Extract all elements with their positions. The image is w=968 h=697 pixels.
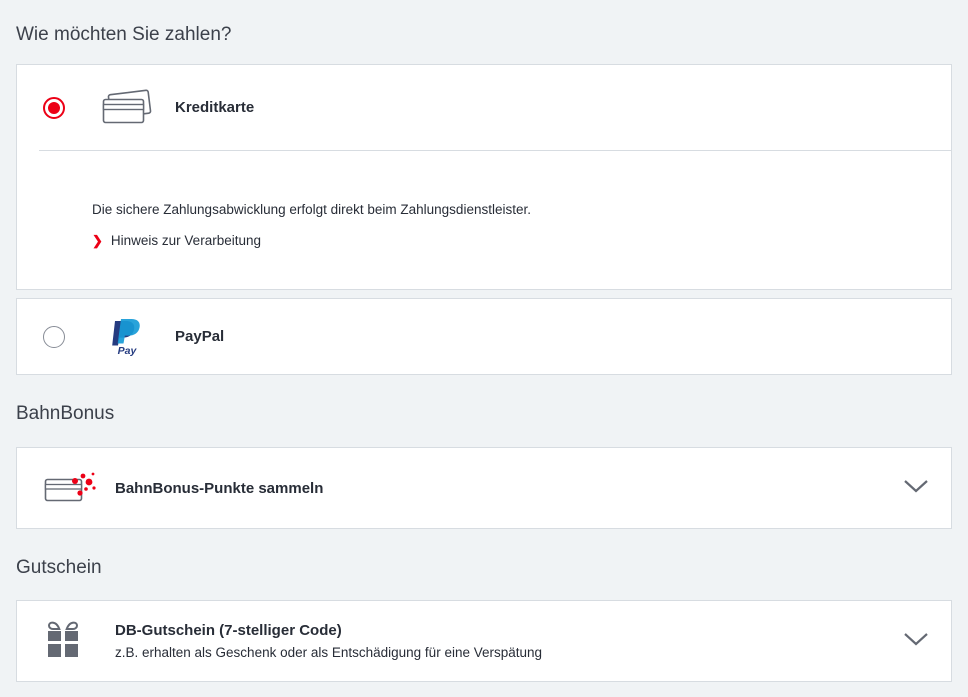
- creditcard-option-row[interactable]: [17, 65, 951, 150]
- credit-card-icon: [91, 89, 163, 127]
- radio-creditcard[interactable]: [43, 97, 65, 119]
- payment-option-creditcard[interactable]: [16, 64, 952, 290]
- paypal-option-row[interactable]: [17, 299, 951, 374]
- gutschein-accordion[interactable]: [16, 600, 952, 682]
- gutschein-heading: Gutschein: [16, 557, 102, 578]
- divider: [39, 150, 951, 151]
- creditcard-details: [92, 200, 931, 248]
- chevron-right-icon: ❯: [92, 233, 103, 248]
- gutschein-title: DB-Gutschein (7-stelliger Code): [115, 621, 342, 639]
- bahnbonus-accordion[interactable]: [16, 447, 952, 529]
- payment-option-paypal[interactable]: [16, 298, 952, 375]
- page-title: Wie möchten Sie zahlen?: [16, 24, 232, 45]
- creditcard-label: Kreditkarte: [175, 99, 255, 116]
- gutschein-accordion-row[interactable]: [17, 601, 951, 681]
- paypal-label: PayPal: [175, 328, 225, 345]
- gift-icon: [43, 620, 103, 662]
- paypal-icon: [91, 317, 163, 357]
- chevron-down-icon[interactable]: [903, 478, 929, 499]
- gutschein-subtitle: z.B. erhalten als Geschenk oder als Entschädigung für eine Verspätung: [115, 644, 543, 660]
- bahnbonus-heading: BahnBonus: [16, 403, 115, 424]
- processing-info-link[interactable]: [92, 233, 931, 248]
- creditcard-note: Die sichere Zahlungsabwicklung erfolgt direkt beim Zahlungsdienstleister.: [92, 202, 531, 217]
- processing-info-link-label: Hinweis zur Verarbeitung: [110, 233, 261, 248]
- bahnbonus-title: BahnBonus-Punkte sammeln: [115, 479, 324, 497]
- bahnbonus-card-icon: [43, 468, 103, 508]
- chevron-down-icon[interactable]: [903, 631, 929, 652]
- bahnbonus-texts: [115, 478, 903, 499]
- bahnbonus-accordion-row[interactable]: [17, 448, 951, 528]
- svg-text:Pay: Pay: [117, 344, 137, 357]
- gutschein-texts: [115, 620, 903, 663]
- radio-paypal[interactable]: [43, 326, 65, 348]
